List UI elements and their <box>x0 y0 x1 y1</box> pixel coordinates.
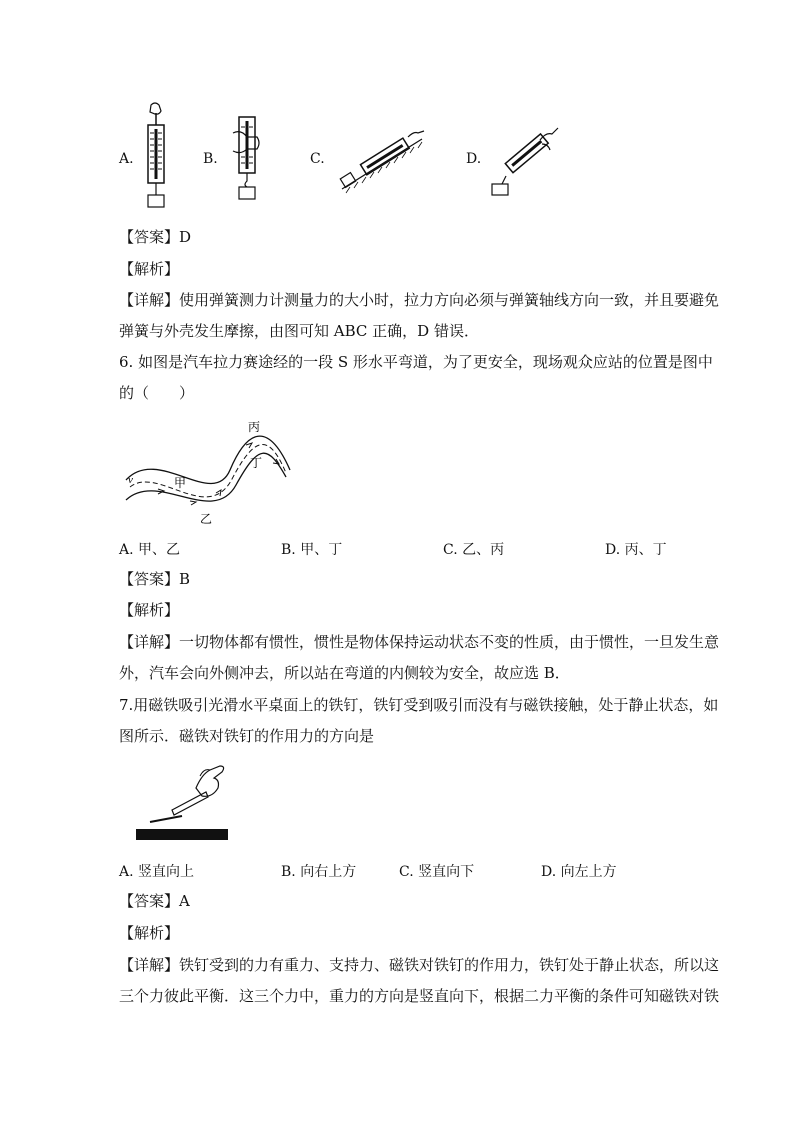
q5-detail-line-2: 弹簧与外壳发生摩擦，由图可知 ABC 正确，D 错误． <box>119 322 479 340</box>
magnet-nail-figure <box>134 762 234 847</box>
q7-option-b: B. 向右上方 <box>281 864 357 880</box>
q7-answer: 【答案】A <box>119 892 190 910</box>
q6-analysis-heading: 【解析】 <box>119 601 180 619</box>
q7-option-a: A. 竖直向上 <box>119 864 195 880</box>
q6-detail-line-2: 外，汽车会向外侧冲去，所以站在弯道的内侧较为安全，故应选 B． <box>119 664 570 682</box>
q5-option-c-label: C. <box>310 151 325 167</box>
q6-option-b: B. 甲、丁 <box>281 542 343 558</box>
q6-answer: 【答案】B <box>119 570 191 588</box>
s-curve-road-figure <box>118 415 298 530</box>
q7-option-c: C. 竖直向下 <box>399 864 475 880</box>
spring-scale-c-figure <box>336 117 426 197</box>
q7-stem-line-1: 7.用磁铁吸引光滑水平桌面上的铁钉，铁钉受到吸引而没有与磁铁接触，处于静止状态，如 <box>119 696 719 714</box>
q5-detail-line-1: 【详解】使用弹簧测力计测量力的大小时，拉力方向必须与弹簧轴线方向一致，并且要避免 <box>119 291 720 309</box>
position-bing-label: 丙 <box>248 420 261 434</box>
q7-detail-line-2: 三个力彼此平衡．这三个力中，重力的方向是竖直向下，根据二力平衡的条件可知磁铁对铁 <box>119 987 720 1005</box>
velocity-label: v <box>128 474 133 486</box>
q5-option-a-label: A. <box>119 151 134 167</box>
q6-option-c: C. 乙、丙 <box>443 542 505 558</box>
q6-stem-line-2: 的（ ） <box>119 384 195 402</box>
q7-stem-line-2: 图所示．磁铁对铁钉的作用力的方向是 <box>119 727 375 745</box>
spring-scale-a-figure <box>137 103 177 211</box>
q6-option-a: A. 甲、乙 <box>119 542 181 558</box>
q6-option-d: D. 丙、丁 <box>605 542 667 558</box>
spring-scale-d-figure <box>490 118 560 198</box>
q7-option-d: D. 向左上方 <box>541 864 617 880</box>
q5-answer: 【答案】D <box>119 228 192 246</box>
q7-analysis-heading: 【解析】 <box>119 924 180 942</box>
q7-detail-line-1: 【详解】铁钉受到的力有重力、支持力、磁铁对铁钉的作用力，铁钉处于静止状态，所以这 <box>119 956 720 974</box>
position-jia-label: 甲 <box>174 476 187 490</box>
position-ding-label: 丁 <box>250 456 263 470</box>
q5-option-b-label: B. <box>203 151 218 167</box>
position-yi-label: 乙 <box>200 512 213 526</box>
spring-scale-b-figure <box>228 113 268 203</box>
q5-option-d-label: D. <box>466 151 482 167</box>
q6-detail-line-1: 【详解】一切物体都有惯性，惯性是物体保持运动状态不变的性质，由于惯性，一旦发生意 <box>119 633 720 651</box>
q6-stem-line-1: 6. 如图是汽车拉力赛途经的一段 S 形水平弯道，为了更安全，现场观众应站的位置是图中 <box>119 353 713 371</box>
q5-analysis-heading: 【解析】 <box>119 260 180 278</box>
